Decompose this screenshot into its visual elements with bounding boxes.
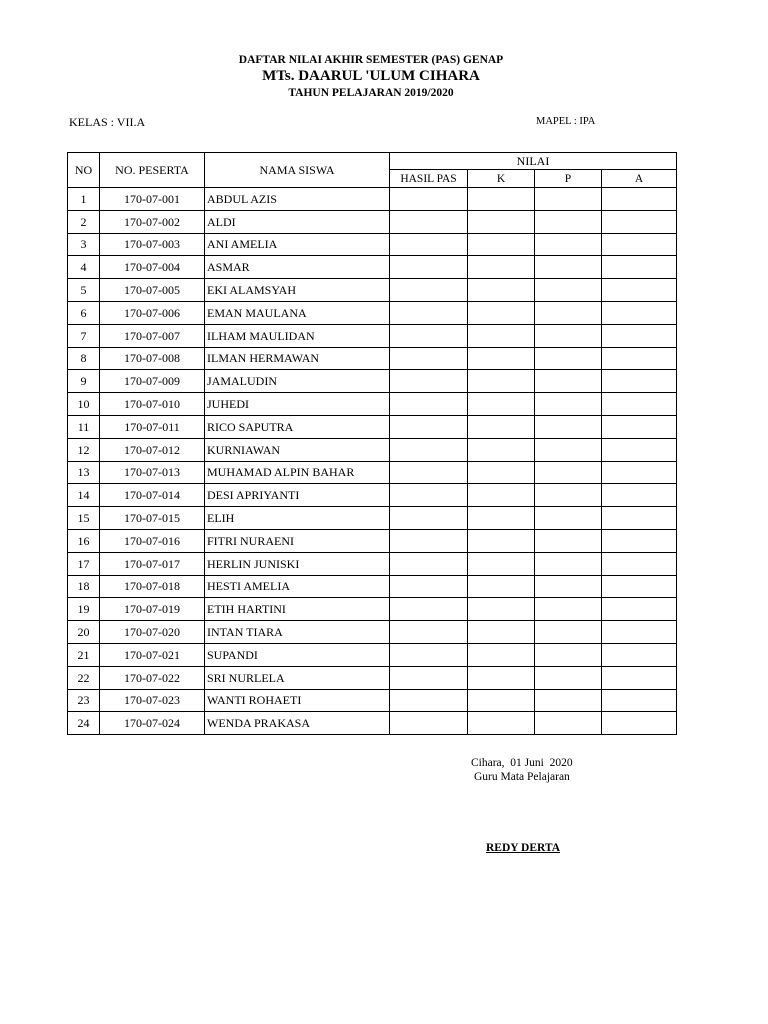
row-a-cell xyxy=(602,233,677,256)
row-no-cell: 5 xyxy=(68,279,100,302)
row-hasil-pas-cell xyxy=(390,370,468,393)
academic-year: TAHUN PELAJARAN 2019/2020 xyxy=(288,87,454,99)
row-a-cell xyxy=(602,461,677,484)
row-no-cell: 22 xyxy=(68,666,100,689)
row-p-cell xyxy=(535,575,602,598)
row-k-cell xyxy=(468,666,535,689)
row-nama-cell: WENDA PRAKASA xyxy=(205,712,390,735)
row-hasil-pas-cell xyxy=(390,210,468,233)
row-peserta-cell: 170-07-021 xyxy=(100,643,205,666)
row-p-cell xyxy=(535,370,602,393)
row-k-cell xyxy=(468,188,535,211)
row-k-cell xyxy=(468,393,535,416)
class-label: KELAS : VII.A xyxy=(69,115,146,129)
row-p-cell xyxy=(535,415,602,438)
row-p-cell xyxy=(535,210,602,233)
row-k-cell xyxy=(468,529,535,552)
row-hasil-pas-cell xyxy=(390,347,468,370)
row-nama-cell: JAMALUDIN xyxy=(205,370,390,393)
row-a-cell xyxy=(602,324,677,347)
row-p-cell xyxy=(535,393,602,416)
row-peserta-cell: 170-07-016 xyxy=(100,529,205,552)
row-nama-cell: MUHAMAD ALPIN BAHAR xyxy=(205,461,390,484)
row-k-cell xyxy=(468,347,535,370)
grades-table xyxy=(67,152,677,735)
row-k-cell xyxy=(468,598,535,621)
row-peserta-cell: 170-07-017 xyxy=(100,552,205,575)
row-p-cell xyxy=(535,301,602,324)
row-a-cell xyxy=(602,666,677,689)
table-row xyxy=(68,529,677,552)
school-name: MTs. DAARUL 'ULUM CIHARA xyxy=(262,68,480,84)
row-peserta-cell: 170-07-005 xyxy=(100,279,205,302)
row-peserta-cell: 170-07-019 xyxy=(100,598,205,621)
row-no-cell: 11 xyxy=(68,415,100,438)
row-nama-cell: EKI ALAMSYAH xyxy=(205,279,390,302)
row-p-cell xyxy=(535,529,602,552)
row-a-cell xyxy=(602,393,677,416)
row-a-cell xyxy=(602,484,677,507)
row-a-cell xyxy=(602,507,677,530)
row-peserta-cell: 170-07-024 xyxy=(100,712,205,735)
row-no-cell: 14 xyxy=(68,484,100,507)
row-k-cell xyxy=(468,712,535,735)
row-k-cell xyxy=(468,484,535,507)
row-hasil-pas-cell xyxy=(390,415,468,438)
row-peserta-cell: 170-07-013 xyxy=(100,461,205,484)
row-hasil-pas-cell xyxy=(390,689,468,712)
row-peserta-cell: 170-07-009 xyxy=(100,370,205,393)
row-nama-cell: ILMAN HERMAWAN xyxy=(205,347,390,370)
row-hasil-pas-cell xyxy=(390,529,468,552)
table-row xyxy=(68,210,677,233)
row-nama-cell: FITRI NURAENI xyxy=(205,529,390,552)
row-hasil-pas-cell xyxy=(390,507,468,530)
row-no-cell: 21 xyxy=(68,643,100,666)
row-hasil-pas-cell xyxy=(390,484,468,507)
table-row xyxy=(68,598,677,621)
subject-label: MAPEL : IPA xyxy=(536,116,596,127)
row-k-cell xyxy=(468,324,535,347)
row-k-cell xyxy=(468,689,535,712)
row-hasil-pas-cell xyxy=(390,279,468,302)
row-no-cell: 7 xyxy=(68,324,100,347)
row-a-cell xyxy=(602,415,677,438)
row-p-cell xyxy=(535,438,602,461)
table-row xyxy=(68,484,677,507)
row-nama-cell: ETIH HARTINI xyxy=(205,598,390,621)
header-k: K xyxy=(468,170,535,188)
row-no-cell: 16 xyxy=(68,529,100,552)
table-row xyxy=(68,279,677,302)
row-k-cell xyxy=(468,643,535,666)
table-row xyxy=(68,301,677,324)
row-peserta-cell: 170-07-004 xyxy=(100,256,205,279)
row-hasil-pas-cell xyxy=(390,552,468,575)
row-no-cell: 3 xyxy=(68,233,100,256)
row-k-cell xyxy=(468,256,535,279)
table-row xyxy=(68,575,677,598)
table-row xyxy=(68,552,677,575)
row-a-cell xyxy=(602,689,677,712)
row-p-cell xyxy=(535,256,602,279)
signer-name: REDY DERTA xyxy=(486,842,561,854)
row-p-cell xyxy=(535,689,602,712)
row-no-cell: 19 xyxy=(68,598,100,621)
row-p-cell xyxy=(535,324,602,347)
row-k-cell xyxy=(468,438,535,461)
row-k-cell xyxy=(468,279,535,302)
row-hasil-pas-cell xyxy=(390,461,468,484)
row-k-cell xyxy=(468,370,535,393)
table-row xyxy=(68,621,677,644)
row-a-cell xyxy=(602,621,677,644)
row-hasil-pas-cell xyxy=(390,575,468,598)
row-nama-cell: INTAN TIARA xyxy=(205,621,390,644)
row-nama-cell: ELIH xyxy=(205,507,390,530)
row-hasil-pas-cell xyxy=(390,666,468,689)
row-p-cell xyxy=(535,621,602,644)
row-no-cell: 12 xyxy=(68,438,100,461)
header-hasil-pas: HASIL PAS xyxy=(390,170,468,188)
row-a-cell xyxy=(602,529,677,552)
row-no-cell: 18 xyxy=(68,575,100,598)
row-p-cell xyxy=(535,507,602,530)
row-nama-cell: DESI APRIYANTI xyxy=(205,484,390,507)
row-p-cell xyxy=(535,188,602,211)
row-hasil-pas-cell xyxy=(390,621,468,644)
row-p-cell xyxy=(535,279,602,302)
header-nilai: NILAI xyxy=(390,153,677,170)
row-peserta-cell: 170-07-006 xyxy=(100,301,205,324)
table-row xyxy=(68,233,677,256)
row-nama-cell: SRI NURLELA xyxy=(205,666,390,689)
row-k-cell xyxy=(468,415,535,438)
row-hasil-pas-cell xyxy=(390,712,468,735)
row-a-cell xyxy=(602,643,677,666)
row-hasil-pas-cell xyxy=(390,438,468,461)
row-hasil-pas-cell xyxy=(390,233,468,256)
header-peserta: NO. PESERTA xyxy=(100,153,205,188)
table-row xyxy=(68,370,677,393)
row-p-cell xyxy=(535,552,602,575)
row-hasil-pas-cell xyxy=(390,301,468,324)
row-no-cell: 4 xyxy=(68,256,100,279)
document-title: DAFTAR NILAI AKHIR SEMESTER (PAS) GENAP xyxy=(238,54,504,66)
row-peserta-cell: 170-07-012 xyxy=(100,438,205,461)
row-a-cell xyxy=(602,256,677,279)
row-no-cell: 20 xyxy=(68,621,100,644)
row-a-cell xyxy=(602,575,677,598)
row-peserta-cell: 170-07-003 xyxy=(100,233,205,256)
row-p-cell xyxy=(535,666,602,689)
row-k-cell xyxy=(468,575,535,598)
row-peserta-cell: 170-07-010 xyxy=(100,393,205,416)
row-peserta-cell: 170-07-018 xyxy=(100,575,205,598)
table-row xyxy=(68,188,677,211)
row-k-cell xyxy=(468,552,535,575)
row-peserta-cell: 170-07-002 xyxy=(100,210,205,233)
row-no-cell: 10 xyxy=(68,393,100,416)
table-row xyxy=(68,666,677,689)
row-peserta-cell: 170-07-023 xyxy=(100,689,205,712)
row-hasil-pas-cell xyxy=(390,598,468,621)
row-no-cell: 13 xyxy=(68,461,100,484)
row-a-cell xyxy=(602,598,677,621)
table-row xyxy=(68,256,677,279)
row-no-cell: 8 xyxy=(68,347,100,370)
row-nama-cell: WANTI ROHAETI xyxy=(205,689,390,712)
row-nama-cell: SUPANDI xyxy=(205,643,390,666)
row-peserta-cell: 170-07-001 xyxy=(100,188,205,211)
row-nama-cell: ANI AMELIA xyxy=(205,233,390,256)
row-k-cell xyxy=(468,210,535,233)
row-nama-cell: HERLIN JUNISKI xyxy=(205,552,390,575)
row-k-cell xyxy=(468,301,535,324)
header-no: NO xyxy=(68,153,100,188)
table-row xyxy=(68,507,677,530)
row-peserta-cell: 170-07-014 xyxy=(100,484,205,507)
row-a-cell xyxy=(602,279,677,302)
row-peserta-cell: 170-07-011 xyxy=(100,415,205,438)
row-a-cell xyxy=(602,188,677,211)
table-row xyxy=(68,415,677,438)
row-nama-cell: EMAN MAULANA xyxy=(205,301,390,324)
row-peserta-cell: 170-07-022 xyxy=(100,666,205,689)
table-row xyxy=(68,712,677,735)
table-row xyxy=(68,393,677,416)
row-p-cell xyxy=(535,643,602,666)
row-nama-cell: ALDI xyxy=(205,210,390,233)
table-row xyxy=(68,438,677,461)
row-peserta-cell: 170-07-007 xyxy=(100,324,205,347)
row-k-cell xyxy=(468,507,535,530)
row-hasil-pas-cell xyxy=(390,256,468,279)
row-no-cell: 24 xyxy=(68,712,100,735)
row-k-cell xyxy=(468,461,535,484)
row-p-cell xyxy=(535,712,602,735)
row-nama-cell: HESTI AMELIA xyxy=(205,575,390,598)
row-nama-cell: KURNIAWAN xyxy=(205,438,390,461)
row-hasil-pas-cell xyxy=(390,188,468,211)
row-no-cell: 17 xyxy=(68,552,100,575)
row-hasil-pas-cell xyxy=(390,393,468,416)
table-row xyxy=(68,461,677,484)
header-a: A xyxy=(602,170,677,188)
row-peserta-cell: 170-07-020 xyxy=(100,621,205,644)
row-nama-cell: ASMAR xyxy=(205,256,390,279)
row-nama-cell: RICO SAPUTRA xyxy=(205,415,390,438)
row-a-cell xyxy=(602,552,677,575)
row-a-cell xyxy=(602,347,677,370)
row-a-cell xyxy=(602,301,677,324)
row-a-cell xyxy=(602,210,677,233)
row-no-cell: 1 xyxy=(68,188,100,211)
header-p: P xyxy=(535,170,602,188)
row-p-cell xyxy=(535,233,602,256)
row-nama-cell: JUHEDI xyxy=(205,393,390,416)
row-p-cell xyxy=(535,598,602,621)
row-no-cell: 15 xyxy=(68,507,100,530)
place-date: Cihara, 01 Juni 2020 xyxy=(471,757,573,769)
row-hasil-pas-cell xyxy=(390,643,468,666)
row-peserta-cell: 170-07-015 xyxy=(100,507,205,530)
row-no-cell: 6 xyxy=(68,301,100,324)
header-nama: NAMA SISWA xyxy=(205,153,390,188)
row-p-cell xyxy=(535,347,602,370)
row-a-cell xyxy=(602,370,677,393)
row-k-cell xyxy=(468,621,535,644)
row-no-cell: 9 xyxy=(68,370,100,393)
signer-role: Guru Mata Pelajaran xyxy=(474,771,570,783)
table-row xyxy=(68,643,677,666)
row-peserta-cell: 170-07-008 xyxy=(100,347,205,370)
row-nama-cell: ILHAM MAULIDAN xyxy=(205,324,390,347)
row-hasil-pas-cell xyxy=(390,324,468,347)
row-no-cell: 23 xyxy=(68,689,100,712)
row-k-cell xyxy=(468,233,535,256)
table-row xyxy=(68,347,677,370)
row-p-cell xyxy=(535,484,602,507)
row-a-cell xyxy=(602,712,677,735)
row-nama-cell: ABDUL AZIS xyxy=(205,188,390,211)
table-row xyxy=(68,324,677,347)
table-row xyxy=(68,689,677,712)
row-p-cell xyxy=(535,461,602,484)
row-a-cell xyxy=(602,438,677,461)
row-no-cell: 2 xyxy=(68,210,100,233)
